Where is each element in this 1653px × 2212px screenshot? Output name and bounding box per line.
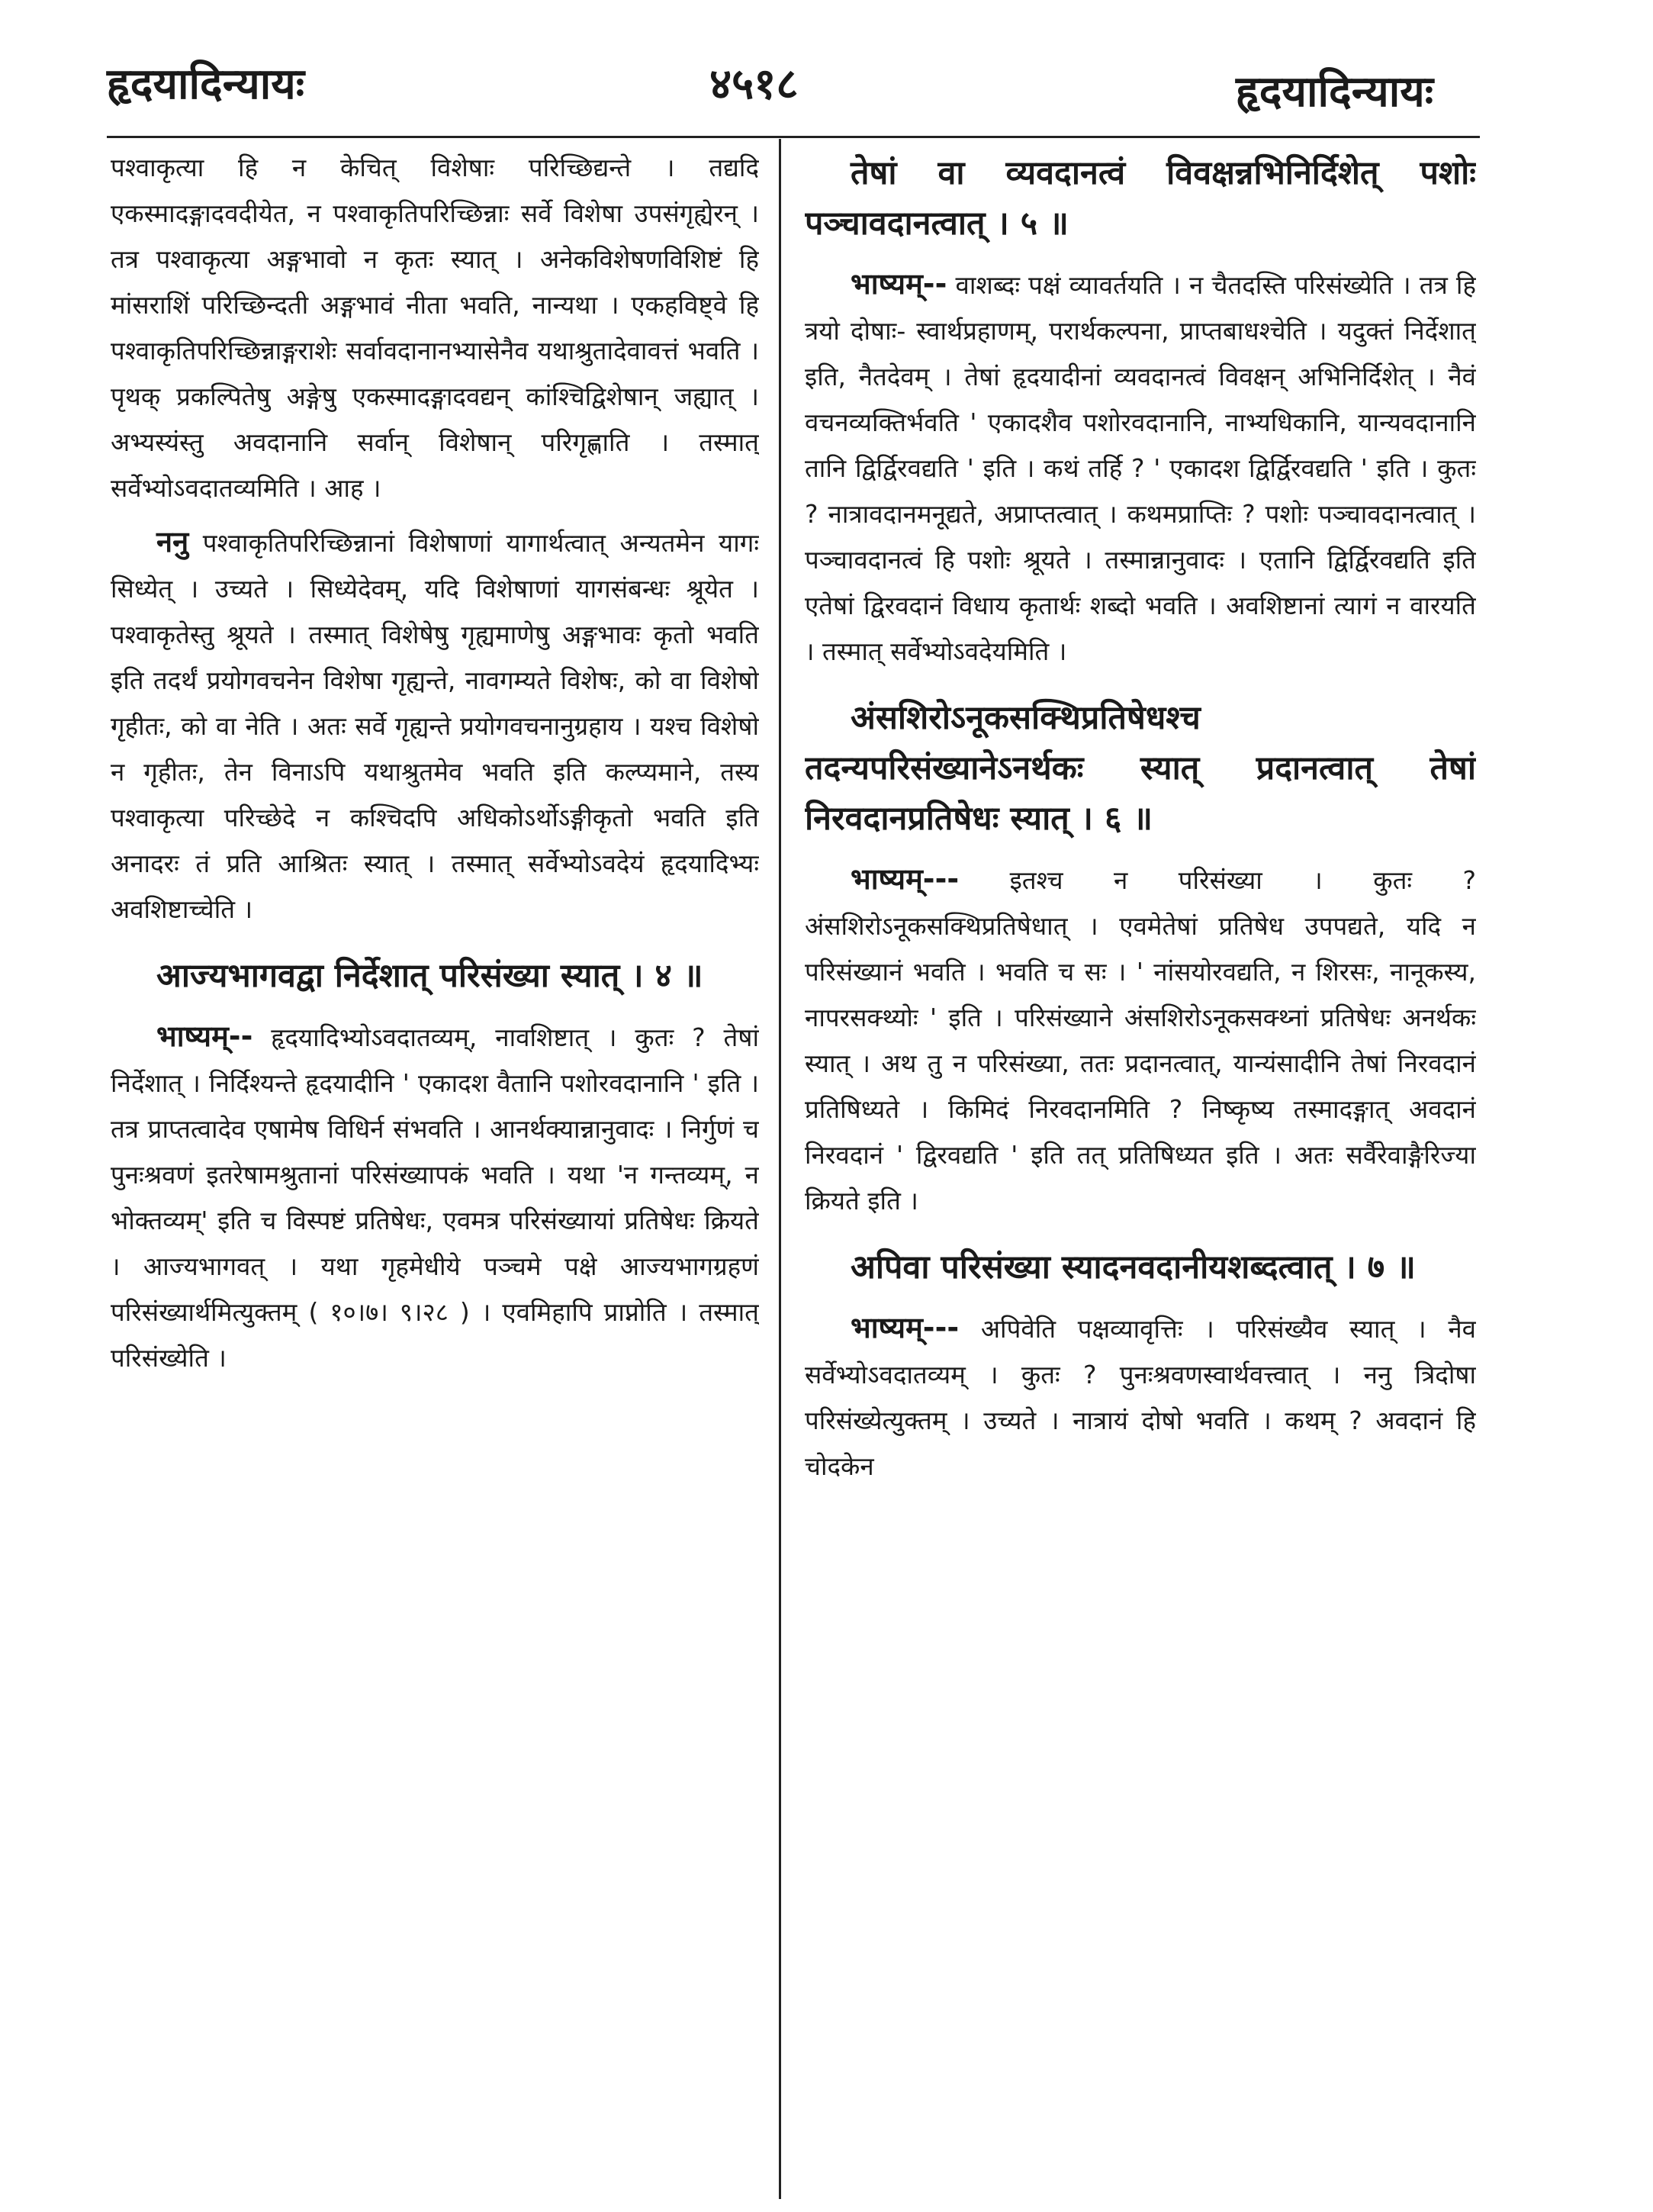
- objection-lead: ननु: [156, 525, 189, 559]
- bhashya-5: [805, 261, 1476, 675]
- column-divider: [779, 139, 781, 2199]
- bhashya-6-text: इतश्च न परिसंख्या । कुतः ? अंसशिरोऽनूकसक्थिप्रतिषेधात् । एवमेतेषां प्रतिषेध उपपद्यते, यदि न परिसंख्यानं भवति । भवति च सः । ' नांसयोरवद्यति, न शिरसः, नानूकस्य, नापरसक्थ्योः ' इति । परिसंख्याने अंसशिरोऽनूकसक्थ्नां प्रतिषेधः अनर्थकः स्यात् । अथ तु न परिसंख्या, ततः प्रदानत्वात्, यान्यंसादीनि तेषां निरवदानं प्रतिषिध्यते । किमिदं निरवदानमिति ? निष्कृष्य तस्मादङ्गात् अवदानं निरवदानं ' द्विरवद्यति ' इति तत् प्रतिषिध्यत इति । अतः सर्वैरेवाङ्गैरिज्या क्रियते इति ।: [805, 865, 1476, 1215]
- page-header: [0, 0, 1653, 137]
- bhashya-7: [805, 1305, 1476, 1489]
- continuation-paragraph: पश्वाकृत्या हि न केचित् विशेषाः परिच्छिद्यन्ते । तद्यदि एकस्मादङ्गादवदीयेत, न पश्वाकृतिपरिच्छिन्नाः सर्वे विशेषा उपसंगृह्येरन् । तत्र पश्वाकृत्या अङ्गभावो न कृतः स्यात् । अनेकविशेषणविशिष्टं हि मांसराशिं परिच्छिन्दती अङ्गभावं नीता भवति, नान्यथा । एकहविष्ट्वे हि पश्वाकृतिपरिच्छिन्नाङ्गराशेः सर्वावदानानभ्यासेनैव यथाश्रुतादेवावत्तं भवति । पृथक् प्रकल्पितेषु अङ्गेषु एकस्मादङ्गादवद्यन् कांश्चिद्विशेषान् जह्यात् । अभ्यस्यंस्तु अवदानानि सर्वान् विशेषान् परिगृह्णाति । तस्मात् सर्वेभ्योऽवदातव्यमिति । आह ।: [111, 153, 759, 503]
- bhashya-4-lead: भाष्यम्--: [156, 1019, 253, 1053]
- sutra-5: तेषां वा व्यवदानत्वं विवक्षन्नभिनिर्दिशेत् पशोः पञ्चावदानत्वात् । ५ ॥: [805, 154, 1476, 243]
- bhashya-4: [111, 1013, 759, 1381]
- bhashya-5-lead: भाष्यम्--: [851, 267, 947, 301]
- bhashya-6: [805, 856, 1476, 1224]
- bhashya-6-lead: भाष्यम्---: [851, 862, 960, 896]
- objection-text: पश्वाकृतिपरिच्छिन्नानां विशेषाणां यागार्थत्वात् अन्यतमेन यागः सिध्येत् । उच्यते । सिध्येदेवम्, यदि विशेषाणां यागसंबन्धः श्रूयेत । पश्वाकृतेस्तु श्रूयते । तस्मात् विशेषेषु गृह्यमाणेषु अङ्गभावः कृतो भवति इति तदर्थं प्रयोगवचनेन विशेषा गृह्यन्ते, नावगम्यते विशेषः, को वा विशेषो गृहीतः, को वा नेति । अतः सर्वे गृह्यन्ते प्रयोगवचनानुग्रहाय । यश्च विशेषो न गृहीतः, तेन विनाऽपि यथाश्रुतमेव भवति इति कल्प्यमाने, तस्य पश्वाकृत्या परिच्छेदे न कश्चिदपि अधिकोऽर्थोऽङ्गीकृतो भवति इति अनादरः तं प्रति आश्रितः स्यात् । तस्मात् सर्वेभ्योऽवदेयं हृदयादिभ्यः अवशिष्टाच्चेति ।: [111, 528, 759, 924]
- bhashya-7-lead: भाष्यम्---: [851, 1311, 960, 1344]
- left-column: [111, 145, 759, 2198]
- running-title-left: हृदयादिन्यायः: [107, 60, 305, 109]
- page-number: ४५१८: [709, 60, 799, 109]
- sutra-4: आज्यभागवद्वा निर्देशात् परिसंख्या स्यात् । ४ ॥: [156, 957, 703, 995]
- sutra-6: अंसशिरोऽनूकसक्थिप्रतिषेधश्च तदन्यपरिसंख्यानेऽनर्थकः स्यात् प्रदानत्वात् तेषां निरवदानप्रतिषेधः स्यात् । ६ ॥: [805, 699, 1476, 838]
- bhashya-5-text: वाशब्दः पक्षं व्यावर्तयति । न चैतदस्ति परिसंख्येति । तत्र हि त्रयो दोषाः- स्वार्थप्रहाणम्, परार्थकल्पना, प्राप्तबाधश्चेति । यदुक्तं निर्देशात् इति, नैतदेवम् । तेषां हृदयादीनां व्यवदानत्वं विवक्षन् अभिनिर्दिशेत् । नैवं वचनव्यक्तिर्भवति ' एकादशैव पशोरवदानानि, नाभ्यधिकानि, यान्यवदानानि तानि द्विर्द्विरवद्यति ' इति । कथं तर्हि ? ' एकादश द्विर्द्विरवद्यति ' इति । कुतः ? नात्रावदानमनूद्यते, अप्राप्तत्वात् । कथमप्राप्तिः ? पशोः पञ्चावदानत्वात् । पञ्चावदानत्वं हि पशोः श्रूयते । तस्मान्नानुवादः । एतानि द्विर्द्विरवद्यति इति एतेषां द्विरवदानं विधाय कृतार्थः शब्दो भवति । अवशिष्टानां त्यागं न वारयति । तस्मात् सर्वेभ्योऽवदेयमिति ।: [805, 270, 1476, 666]
- bhashya-7-text: अपिवेति पक्षव्यावृत्तिः । परिसंख्यैव स्यात् । नैव सर्वेभ्योऽवदातव्यम् । कुतः ? पुनःश्रवणस्वार्थवत्त्वात् । ननु त्रिदोषा परिसंख्येत्युक्तम् । उच्यते । नात्रायं दोषो भवति । कथम् ? अवदानं हि चोदकेन: [805, 1314, 1476, 1481]
- right-column: [805, 145, 1476, 2198]
- running-title-right: हृदयादिन्यायः: [1236, 67, 1434, 117]
- objection-paragraph: [111, 519, 759, 932]
- header-rule: [107, 136, 1480, 138]
- sutra-7: अपिवा परिसंख्या स्यादनवदानीयशब्दत्वात् । ७ ॥: [851, 1248, 1416, 1286]
- bhashya-4-text: हृदयादिभ्योऽवदातव्यम्, नावशिष्टात् । कुतः ? तेषां निर्देशात् । निर्दिश्यन्ते हृदयादीनि ' एकादश वैतानि पशोरवदानानि ' इति । तत्र प्राप्तत्वादेव एषामेष विधिर्न संभवति । आनर्थक्यान्नानुवादः । निर्गुणं च पुनःश्रवणं इतरेषामश्रुतानां परिसंख्यापकं भवति । यथा 'न गन्तव्यम्, न भोक्तव्यम्' इति च विस्पष्टं प्रतिषेधः, एवमत्र परिसंख्यायां प्रतिषेधः क्रियते । आज्यभागवत् । यथा गृहमेधीये पञ्चमे पक्षे आज्यभागग्रहणं परिसंख्यार्थमित्युक्तम् ( १०।७। ९।२८ ) । एवमिहापि प्राप्नोति । तस्मात् परिसंख्येति ।: [111, 1022, 759, 1373]
